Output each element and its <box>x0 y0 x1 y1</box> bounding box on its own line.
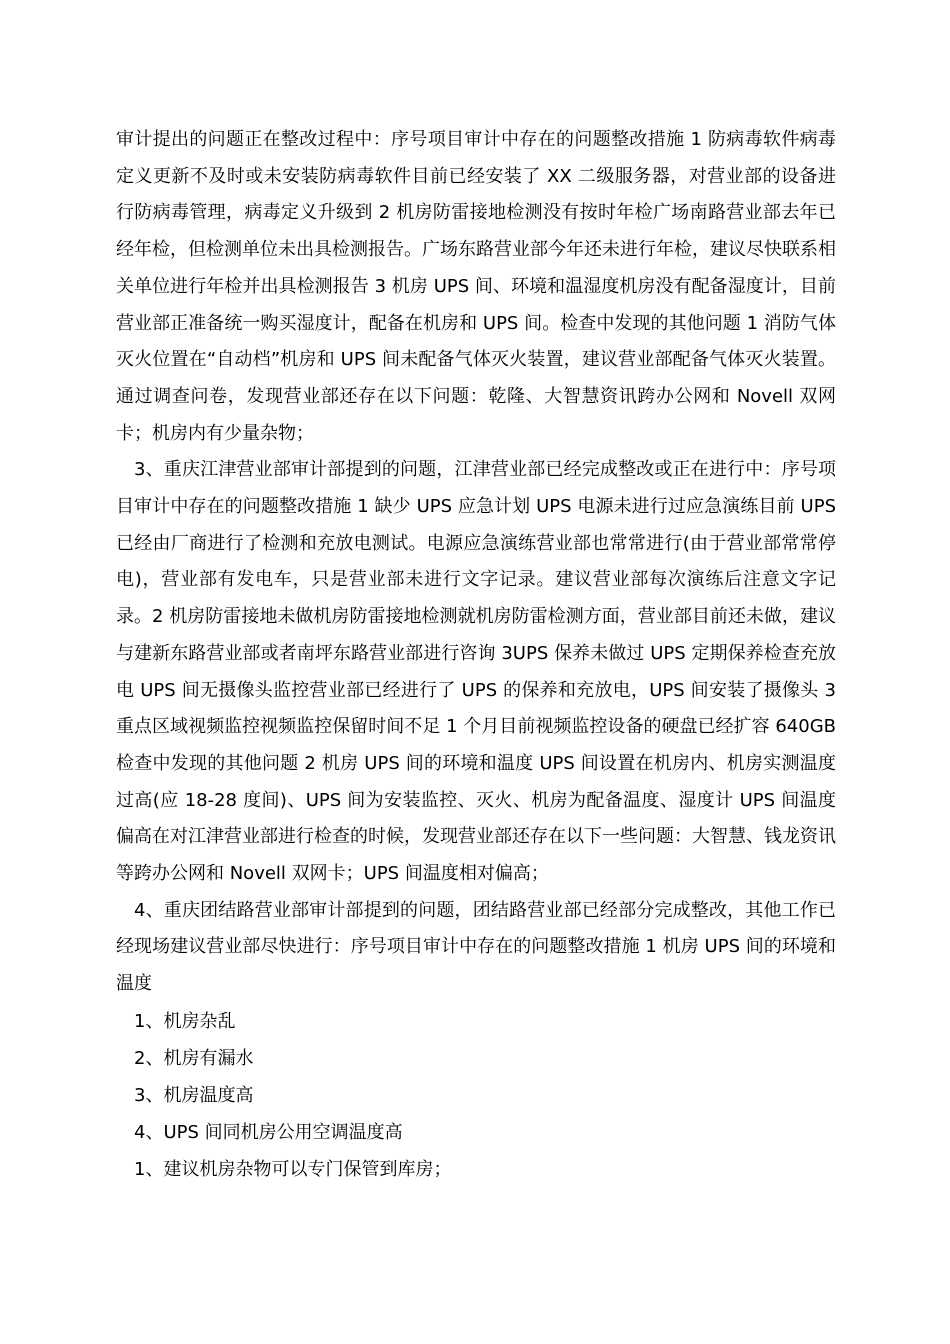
document-body <box>116 122 836 1188</box>
paragraph-ups-rectification: 审计提出的问题正在整改过程中：序号项目审计中存在的问题整改措施 1 防病毒软件病毒定义更新不及时或未安装防病毒软件目前已经安装了 XX 二级服务器，对营业部的设备进行防病毒管理，病毒定义升级到 2 机房防雷接地检测没有按时年检广场南路营业部去年已经年检，但检测单位未出具检测报告。广场东路营业部今年还未进行年检，建议尽快联系相关单位进行年检并出具检测报告 3 机房 UPS 间、环境和温湿度机房没有配备湿度计，目前营业部正准备统一购买湿度计，配备在机房和 UPS 间。检查中发现的其他问题 1 消防气体灭火位置在“自动档”机房和 UPS 间未配备气体灭火装置，建议营业部配备气体灭火装置。通过调查问卷，发现营业部还存在以下问题：乾隆、大智慧资讯跨办公网和 Novell 双网卡；机房内有少量杂物； <box>116 129 836 444</box>
list-item: 2、机房有漏水 <box>134 1047 254 1069</box>
list-item: 1、机房杂乱 <box>134 1010 236 1032</box>
list-item: 1、建议机房杂物可以专门保管到库房； <box>134 1158 452 1180</box>
paragraph-jiangjin-branch: 3、重庆江津营业部审计部提到的问题，江津营业部已经完成整改或正在进行中：序号项目审计中存在的问题整改措施 1 缺少 UPS 应急计划 UPS 电源未进行过应急演练目前 UPS 已经由厂商进行了检测和充放电测试。电源应急演练营业部也常常进行(由于营业部常常停电)，营业部有发电车，只是营业部未进行文字记录。建议营业部每次演练后注意文字记录。2 机房防雷接地未做机房防雷接地检测就机房防雷检测方面，营业部目前还未做，建议与建新东路营业部或者南坪东路营业部进行咨询 3UPS 保养未做过 UPS 定期保养检查充放电 UPS 间无摄像头监控营业部已经进行了 UPS 的保养和充放电，UPS 间安装了摄像头 3 重点区域视频监控视频监控保留时间不足 1 个月目前视频监控设备的硬盘已经扩容 640GB 检查中发现的其他问题 2 机房 UPS 间的环境和温度 UPS 间设置在机房内、机房实测温度过高(应 18-28 度间)、UPS 间为安装监控、灭火、机房为配备温度、湿度计 UPS 间温度偏高在对江津营业部进行检查的时候，发现营业部还存在以下一些问题：大智慧、钱龙资讯等跨办公网和 Novell 双网卡；UPS 间温度相对偏高； <box>116 459 836 885</box>
list-item: 4、UPS 间同机房公用空调温度高 <box>134 1121 403 1143</box>
paragraph-tuanjielu-branch: 4、重庆团结路营业部审计部提到的问题，团结路营业部已经部分完成整改，其他工作已经现场建议营业部尽快进行：序号项目审计中存在的问题整改措施 1 机房 UPS 间的环境和温度 <box>116 899 836 995</box>
list-item: 3、机房温度高 <box>134 1084 254 1106</box>
